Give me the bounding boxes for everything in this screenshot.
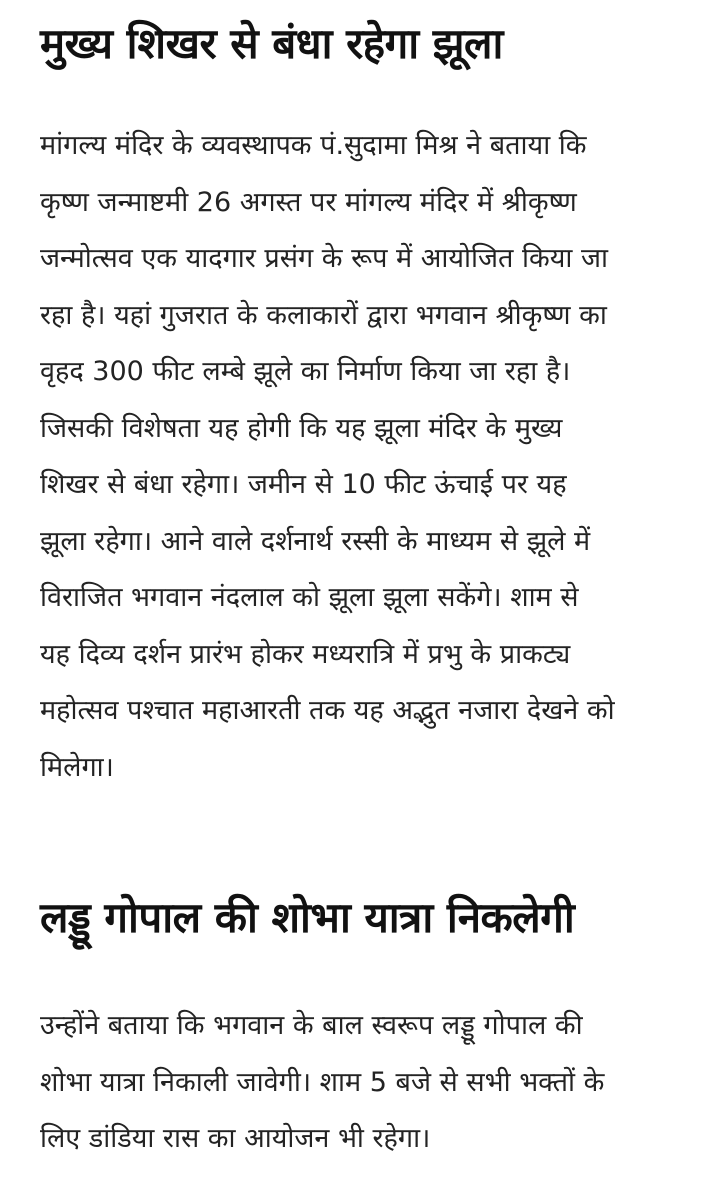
section-heading-procession: लड्डू गोपाल की शोभा यात्रा निकलेगी	[40, 893, 575, 942]
paragraph-line: शिखर से बंधा रहेगा। जमीन से 10 फीट ऊंचाई पर यह	[40, 469, 567, 500]
paragraph-line: लिए डांडिया रास का आयोजन भी रहेगा।	[40, 1123, 431, 1154]
section-paragraph-procession	[40, 998, 690, 1168]
paragraph-line: मांगल्य मंदिर के व्यवस्थापक पं.सुदामा मिश्र ने बताया कि	[40, 130, 587, 161]
paragraph-line: कृष्ण जन्माष्टमी 26 अगस्त पर मांगल्य मंदिर में श्रीकृष्ण	[40, 186, 577, 218]
paragraph-line: झूला रहेगा। आने वाले दर्शनार्थ रस्सी के माध्यम से झूले में	[40, 525, 591, 557]
section-heading-swing: मुख्य शिखर से बंधा रहेगा झूला	[40, 19, 503, 68]
paragraph-line: महोत्सव पश्चात महाआरती तक यह अद्भुत नजारा देखने को	[40, 695, 615, 726]
section-paragraph-swing	[40, 118, 690, 796]
paragraph-line: उन्होंने बताया कि भगवान के बाल स्वरूप लड्डू गोपाल की	[40, 1010, 583, 1041]
paragraph-line: जन्मोत्सव एक यादगार प्रसंग के रूप में आयोजित किया जा	[40, 243, 608, 274]
paragraph-line: जिसकी विशेषता यह होगी कि यह झूला मंदिर के मुख्य	[40, 412, 563, 444]
paragraph-line: मिलेगा।	[40, 751, 114, 783]
paragraph-line: यह दिव्य दर्शन प्रारंभ होकर मध्यरात्रि में प्रभु के प्राकट्य	[40, 638, 571, 670]
paragraph-line: विराजित भगवान नंदलाल को झूला झूला सकेंगे। शाम से	[40, 582, 579, 613]
paragraph-line: शोभा यात्रा निकाली जावेगी। शाम 5 बजे से सभी भक्तों के	[40, 1066, 605, 1098]
paragraph-line: वृहद 300 फीट लम्बे झूले का निर्माण किया जा रहा है।	[40, 356, 571, 387]
paragraph-line: रहा है। यहां गुजरात के कलाकारों द्वारा भगवान श्रीकृष्ण का	[40, 299, 607, 331]
